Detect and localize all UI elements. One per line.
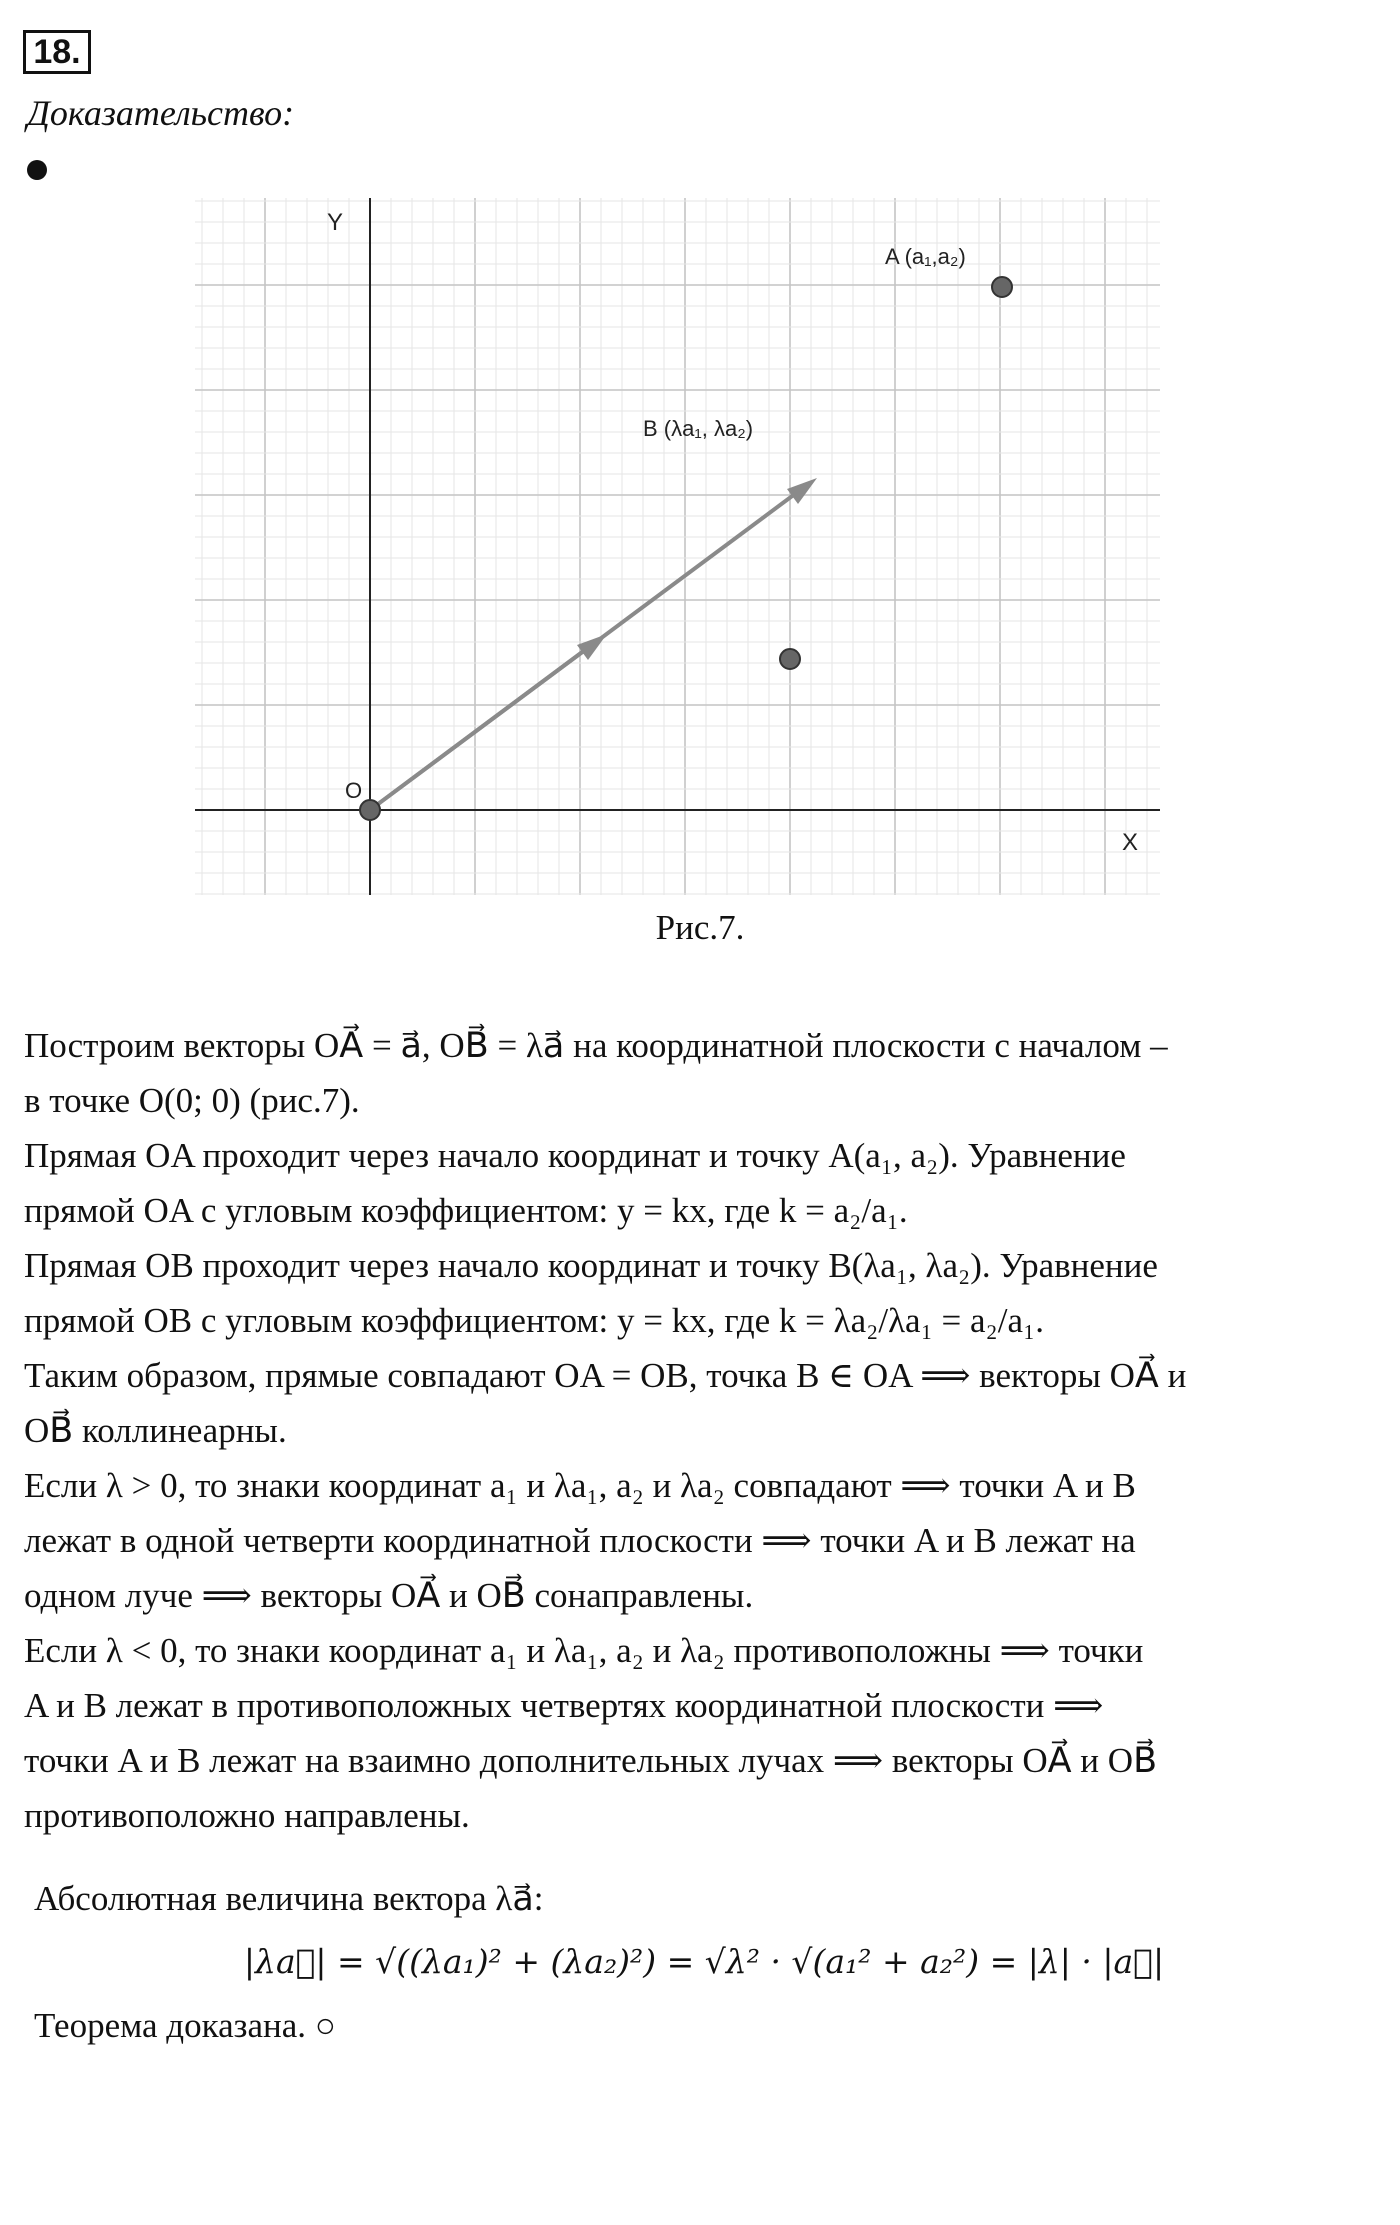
paragraph-line: прямой OA с угловым коэффициентом: y = kx, где k = a₂/a₁.: [24, 1191, 908, 1230]
paragraph-line: одном луче ⟹ векторы OA⃗ и OB⃗ сонаправлены.: [24, 1576, 754, 1615]
paragraph-line: Построим векторы OA⃗ = a⃗, OB⃗ = λa⃗ на координатной плоскости с началом –: [24, 1026, 1168, 1065]
paragraph-line: Если λ > 0, то знаки координат a₁ и λa₁, a₂ и λa₂ совпадают ⟹ точки A и B: [24, 1466, 1136, 1505]
proof-heading: Доказательство:: [27, 93, 295, 133]
paragraph-line: противоположно направлены.: [24, 1796, 470, 1835]
paragraph-line: Прямая OB проходит через начало координат и точку B(λa₁, λa₂). Уравнение: [24, 1246, 1158, 1285]
point-o: [360, 800, 380, 820]
vector-ob: [370, 634, 607, 810]
paragraph-line: Прямая OA проходит через начало координат и точку A(a₁, a₂). Уравнение: [24, 1136, 1126, 1175]
paragraph-line: в точке O(0; 0) (рис.7).: [24, 1081, 360, 1120]
axis-y-label: Y: [327, 209, 344, 236]
point-a-label: A (a₁,a₂): [885, 244, 966, 269]
absolute-value-formula: |λa⃗| = √((λa₁)² + (λa₂)²) = √λ² · √(a₁² + a₂²) = |λ| · |a⃗|: [243, 1942, 1165, 1981]
figure-caption: Рис.7.: [655, 908, 745, 947]
point-b-label: B (λa₁, λa₂): [643, 416, 754, 441]
paragraph-line: Таким образом, прямые совпадают OA = OB, точка B ∈ OA ⟹ векторы OA⃗ и: [24, 1356, 1187, 1395]
problem-number: 18.: [23, 30, 91, 74]
grid: [195, 198, 1160, 895]
paragraph-line: OB⃗ коллинеарны.: [24, 1411, 287, 1450]
coordinate-figure: [195, 198, 1165, 898]
paragraph-line: прямой OB с угловым коэффициентом: y = kx, где k = λa₂/λa₁ = a₂/a₁.: [24, 1301, 1044, 1340]
origin-label: O: [345, 778, 363, 803]
proof-text: [24, 1018, 1364, 2053]
paragraph-line: Если λ < 0, то знаки координат a₁ и λa₁, a₂ и λa₂ противоположны ⟹ точки: [24, 1631, 1144, 1670]
formula-lead: Абсолютная величина вектора λa⃗:: [34, 1879, 544, 1918]
theorem-proved: Теорема доказана. ○: [34, 2006, 336, 2045]
axis-x-label: X: [1122, 829, 1139, 856]
point-a: [992, 277, 1012, 297]
paragraph-line: точки A и B лежат на взаимно дополнительных лучах ⟹ векторы OA⃗ и OB⃗: [24, 1741, 1158, 1780]
bullet-icon: [27, 160, 47, 180]
paragraph-line: лежат в одной четверти координатной плоскости ⟹ точки A и B лежат на: [24, 1521, 1136, 1560]
point-b: [780, 649, 800, 669]
paragraph-line: A и B лежат в противоположных четвертях координатной плоскости ⟹: [24, 1686, 1104, 1725]
